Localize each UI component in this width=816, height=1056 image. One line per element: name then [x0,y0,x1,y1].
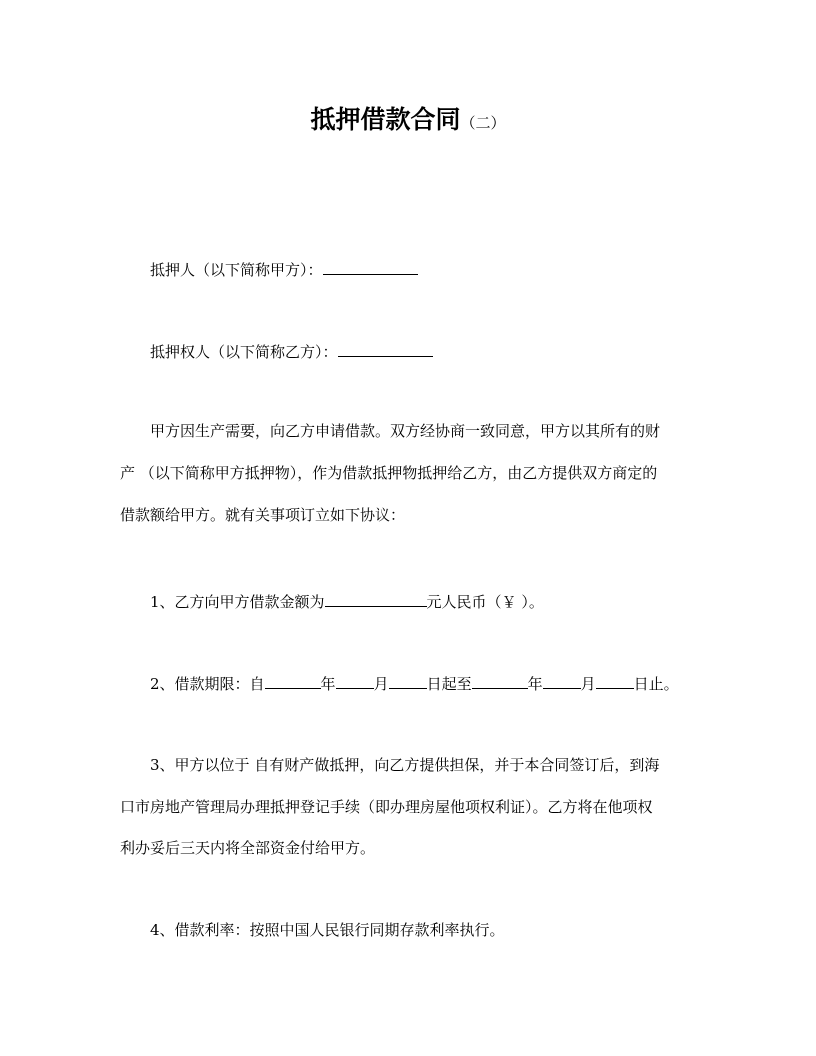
party-b-blank[interactable] [338,340,433,357]
end-year-blank[interactable] [472,672,528,689]
clause-2 [150,672,679,694]
year-label: 年 [527,675,543,693]
start-year-blank[interactable] [265,672,321,689]
clause-1-prefix: 1、乙方向甲方借款金额为 [150,593,325,611]
intro-line-1: 甲方因生产需要，向乙方申请借款。双方经协商一致同意，甲方以其所有的财 [150,422,661,440]
year-label: 年 [320,675,336,693]
party-b-line [150,340,433,362]
intro-line-2: 产 （以下简称甲方抵押物），作为借款抵押物抵押给乙方，由乙方提供双方商定的 [120,464,658,482]
party-a-line [150,258,418,280]
intro-line-3: 借款额给甲方。就有关事项订立如下协议： [120,506,406,524]
party-b-label: 抵押权人（以下简称乙方）： [150,343,338,361]
clause-3-line-2: 口市房地产管理局办理抵押登记手续（即办理房屋他项权利证）。乙方将在他项权 [120,798,653,816]
end-month-blank[interactable] [543,672,581,689]
day-to-label: 日止。 [633,675,679,693]
party-a-blank[interactable] [323,258,418,275]
start-day-blank[interactable] [389,672,427,689]
party-a-label: 抵押人（以下简称甲方）： [150,261,323,279]
clause-3-line-1: 3、甲方以位于 自有财产做抵押，向乙方提供担保，并于本合同签订后，到海 [150,756,660,774]
start-month-blank[interactable] [336,672,374,689]
clause-2-prefix: 2、借款期限：自 [150,675,265,693]
end-day-blank[interactable] [596,672,634,689]
day-from-label: 日起至 [426,675,472,693]
amount-blank[interactable] [325,590,427,607]
clause-4: 4、借款利率：按照中国人民银行同期存款利率执行。 [150,921,505,939]
clause-1 [150,590,544,612]
month-label: 月 [580,675,596,693]
clause-3-line-3: 利办妥后三天内将全部资金付给甲方。 [120,839,376,857]
month-label: 月 [373,675,389,693]
clause-1-suffix: 元人民币（￥ ）。 [426,593,544,611]
document-title [0,100,816,136]
title-suffix: （二） [460,114,506,132]
title-text: 抵押借款合同 [310,105,461,134]
